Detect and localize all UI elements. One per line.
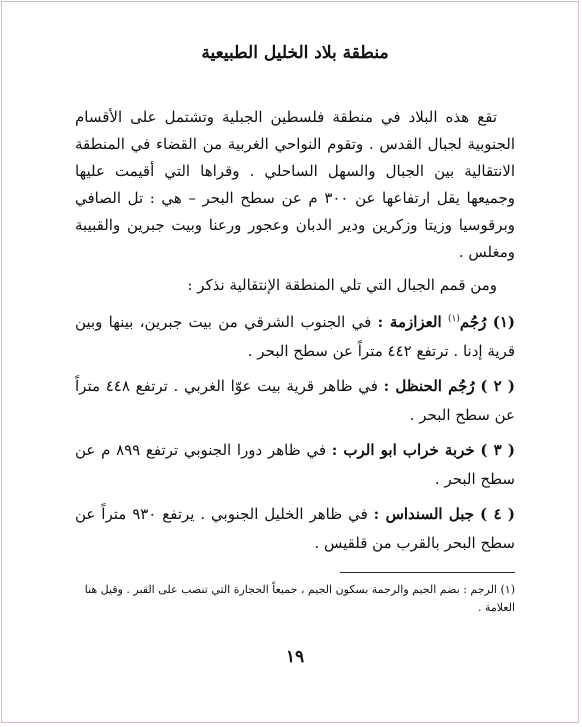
- item-number: (١): [492, 313, 515, 331]
- item-number: ( ٢ ): [480, 377, 515, 395]
- document-page: [75, 30, 515, 667]
- footnote-mark: (١): [448, 314, 460, 324]
- list-item-2: [75, 372, 515, 430]
- item-text: في الجنوب الشرقي من بيت جبرين، بينها وبين قرية إدنا . ترتفع ٤٤٢ متراً عن سطح البحر .: [75, 313, 515, 360]
- footnote-divider: [340, 572, 515, 573]
- footnote: (١) الرجم : بضم الجيم والرجمة بسكون الجيم ، جميعاً الحجارة التي تنصب على القبر . وقيل هنا العلامة .: [84, 583, 515, 614]
- item-text: في ظاهر دورا الجنوبي ترتفع ٨٩٩ م عن سطح البحر .: [75, 441, 515, 488]
- list-item-4: [75, 500, 515, 558]
- page-title: منطقة بلاد الخليل الطبيعية: [201, 43, 389, 63]
- item-number: ( ٣ ): [480, 441, 515, 459]
- item-name: خربة خراب ابو الرب :: [331, 441, 475, 459]
- item-text: في ظاهر قرية بيت عوّا الغربي . ترتفع ٤٤٨ متراً عن سطح البحر .: [75, 377, 515, 424]
- item-number: ( ٤ ): [480, 505, 515, 523]
- lead-paragraph: ومن قمم الجبال التي تلي المنطقة الإنتقالية نذكر :: [187, 276, 497, 294]
- list-item-3: [75, 436, 515, 494]
- page-number: ١٩: [285, 647, 305, 667]
- item-text: في ظاهر الخليل الجنوبي . يرتفع ٩٣٠ متراً عن سطح البحر بالقرب من قلقيس .: [75, 505, 515, 552]
- item-place: العزازمة :: [377, 313, 442, 331]
- item-name: جبل السنداس :: [373, 505, 475, 523]
- intro-paragraph: تقع هذه البلاد في منطقة فلسطين الجبلية وتشتمل على الأقسام الجنوبية لجبال القدس . وتقوم النواحي الغربية من القضاء في المنطقة الانتقالية بين الجبال والسهل الساحلي . وقراها التي أقيمت عليها وجميعها يقل ارتفاعها عن ٣٠٠ م عن سطح البحر – هي : تل الصافي وبرقوسيا وزيتا وزكرين ودير الدبان وعجور ورعنا وبيت جبرين والقبيبة ومغلس .: [75, 108, 515, 261]
- list-item-1: [75, 305, 515, 366]
- item-name: رُجُم: [459, 313, 487, 331]
- item-name: رُجُم الحنظل :: [383, 377, 475, 395]
